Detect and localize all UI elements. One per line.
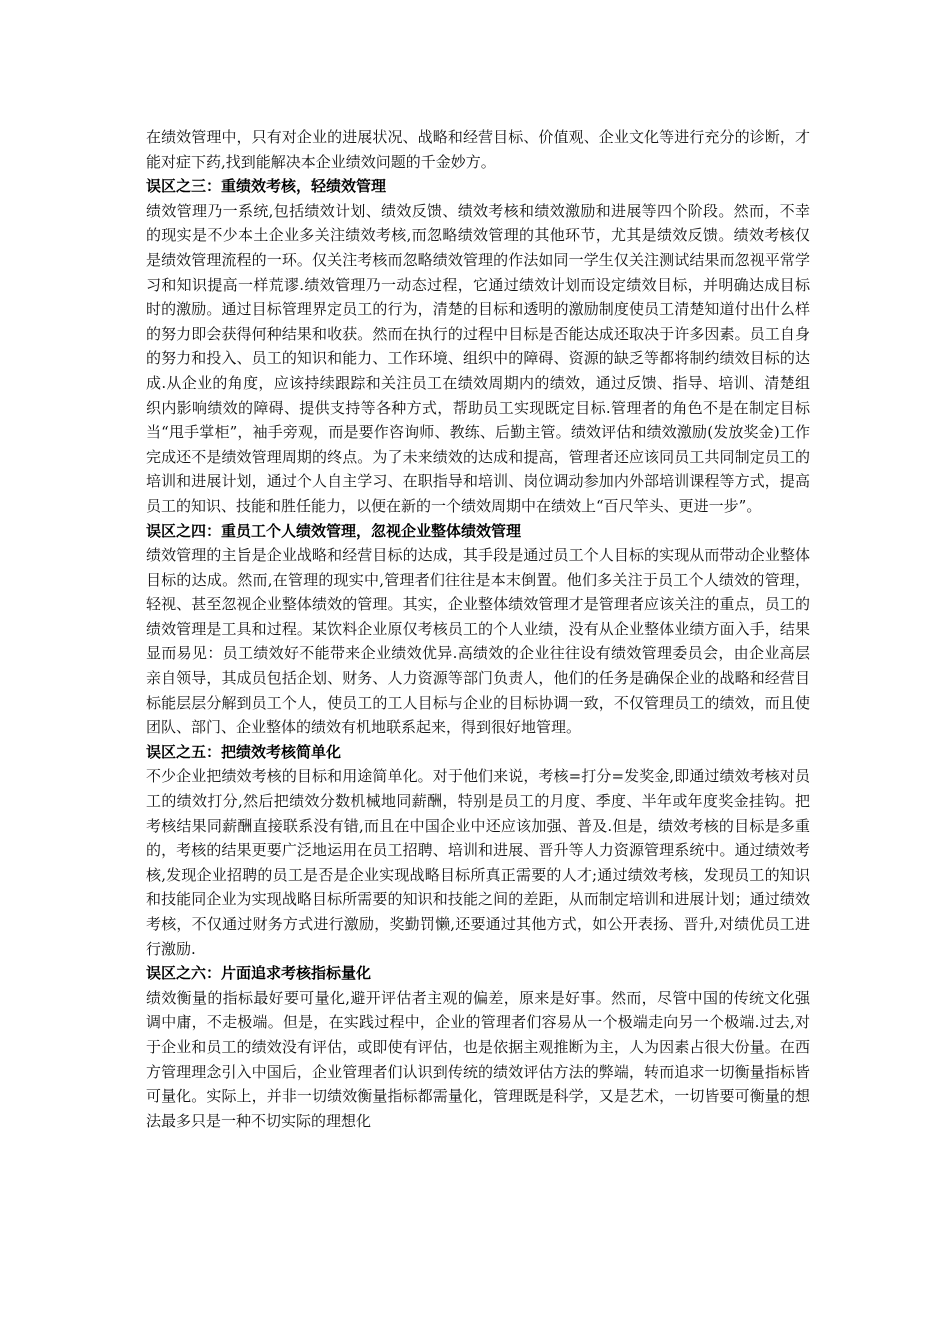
section-body-4: 绩效管理的主旨是企业战略和经营目标的达成，其手段是通过员工个人目标的实现从而带动企业整体目标的达成。然而,在管理的现实中,管理者们往往是本末倒置。他们多关注于员工个人绩效的管理，轻视、甚至忽视企业整体绩效的管理。其实，企业整体绩效管理才是管理者应该关注的重点，员工的绩效管理是工具和过程。某饮料企业原仅考核员工的个人业绩，没有从企业整体业绩方面入手，结果显而易见：员工绩效好不能带来企业绩效优异.高绩效的企业往往设有绩效管理委员会，由企业高层亲自领导，其成员包括企划、财务、人力资源等部门负责人，他们的任务是确保企业的战略和经营目标能层层分解到员工个人，使员工的工人目标与企业的目标协调一致，不仅管理员工的绩效，而且使团队、部门、企业整体的绩效有机地联系起来，得到很好地管理。 <box>146 546 810 737</box>
document-page <box>146 125 810 1133</box>
section-heading-4: 误区之四：重员工个人绩效管理，忽视企业整体绩效管理 <box>146 521 522 540</box>
section-body-5: 不少企业把绩效考核的目标和用途简单化。对于他们来说，考核=打分=发奖金,即通过绩效考核对员工的绩效打分,然后把绩效分数机械地同薪酬，特别是员工的月度、季度、半年或年度奖金挂钩。把考核结果同薪酬直接联系没有错,而且在中国企业中还应该加强、普及.但是，绩效考核的目标是多重的，考核的结果更要广泛地运用在员工招聘、培训和进展、晋升等人力资源管理系统中。通过绩效考核,发现企业招聘的员工是否是企业实现战略目标所真正需要的人才;通过绩效考核，发现员工的知识和技能同企业为实现战略目标所需要的知识和技能之间的差距，从而制定培训和进展计划；通过绩效考核，不仅通过财务方式进行激励，奖勤罚懒,还要通过其他方式，如公开表扬、晋升,对绩优员工进行激励. <box>146 767 810 958</box>
section-heading-6: 误区之六：片面追求考核指标量化 <box>146 964 372 983</box>
section-body-6: 绩效衡量的指标最好要可量化,避开评估者主观的偏差，原来是好事。然而，尽管中国的传统文化强调中庸，不走极端。但是，在实践过程中，企业的管理者们容易从一个极端走向另一个极端.过去,对于企业和员工的绩效没有评估，或即使有评估，也是依据主观推断为主，人为因素占很大份量。在西方管理理念引入中国后，企业管理者们认识到传统的绩效评估方法的弊端，转而追求一切衡量指标皆可量化。实际上，并非一切绩效衡量指标都需量化，管理既是科学，又是艺术，一切皆要可衡量的想法最多只是一种不切实际的理想化 <box>146 988 810 1130</box>
section-heading-5: 误区之五：把绩效考核简单化 <box>146 742 342 761</box>
section-body-3: 绩效管理乃一系统,包括绩效计划、绩效反馈、绩效考核和绩效激励和进展等四个阶段。然而，不幸的现实是不少本土企业多关注绩效考核,而忽略绩效管理的其他环节，尤其是绩效反馈。绩效考核仅是绩效管理流程的一环。仅关注考核而忽略绩效管理的作法如同一学生仅关注测试结果而忽视平常学习和知识提高一样荒谬.绩效管理乃一动态过程，它通过绩效计划而设定绩效目标，并明确达成目标时的激励。通过目标管理界定员工的行为，清楚的目标和透明的激励制度使员工清楚知道付出什么样的努力即会获得何种结果和收获。然而在执行的过程中目标是否能达成还取决于许多因素。员工自身的努力和投入、员工的知识和能力、工作环境、组织中的障碍、资源的缺乏等都将制约绩效目标的达成.从企业的角度，应该持续跟踪和关注员工在绩效周期内的绩效，通过反馈、指导、培训、清楚组织内影响绩效的障碍、提供支持等各种方式，帮助员工实现既定目标.管理者的角色不是在制定目标当“甩手掌柜”，袖手旁观，而是要作咨询师、教练、后勤主管。绩效评估和绩效激励(发放奖金)工作完成还不是绩效管理周期的终点。为了未来绩效的达成和提高，管理者还应该同员工共同制定员工的培训和进展计划，通过个人自主学习、在职指导和培训、岗位调动参加内外部培训课程等方式，提高员工的知识、技能和胜任能力，以便在新的一个绩效周期中在绩效上“百尺竿头、更进一步”。 <box>146 201 810 515</box>
section-heading-3: 误区之三：重绩效考核，轻绩效管理 <box>146 177 387 196</box>
intro-paragraph: 在绩效管理中，只有对企业的进展状况、战略和经营目标、价值观、企业文化等进行充分的诊断，才能对症下药,找到能解决本企业绩效问题的千金妙方。 <box>146 128 810 171</box>
